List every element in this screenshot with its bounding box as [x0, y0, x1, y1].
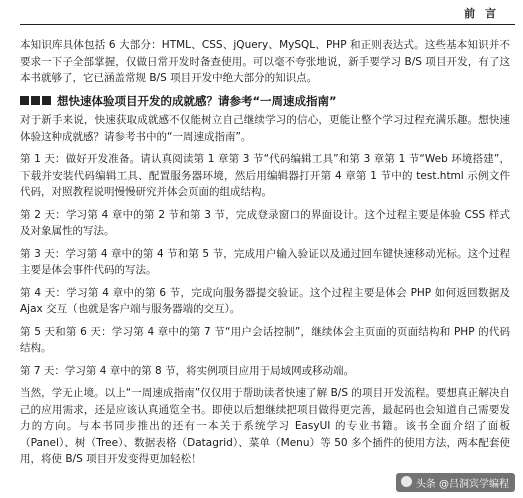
watermark — [396, 473, 515, 492]
section-lead: 对于新手来说，快速获取成就感不仅能树立自己继续学习的信心，更能让整个学习过程充满乐趣。想快速体验这种成就感？请参考书中的“一周速成指南”。 — [20, 114, 510, 143]
intro-paragraph: 本知识库具体包括 6 大部分：HTML、CSS、jQuery、MySQL、PHP 和正则表达式。这些基本知识并不要求一下子全部掌握，仅做日常开发时备查使用。可以毫不夸张地说，新手要学习 B/S 项目开发，有了这本书就够了，它已涵盖常规 B/S 项目开发中绝大部分的知识点。 — [20, 39, 510, 84]
running-header-label: 前 言 — [464, 7, 499, 20]
day-3-paragraph: 第 3 天：学习第 4 章中的第 4 节和第 5 节，完成用户输入验证以及通过回车键快速移动光标。这个过程主要是体会事件代码的写法。 — [20, 247, 510, 276]
day-5-6-paragraph: 第 5 天和第 6 天：学习第 4 章中的第 7 节“用户会话控制”，继续体会主页面的页面结构和 PHP 的代码结构。 — [20, 325, 510, 354]
day-7-paragraph: 第 7 天：学习第 4 章中的第 8 节，将实例项目应用于局域网或移动端。 — [20, 364, 355, 377]
day-2-paragraph: 第 2 天：学习第 4 章中的第 2 节和第 3 节，完成登录窗口的界面设计。这个过程主要是体验 CSS 样式及对象属性的写法。 — [20, 208, 510, 237]
avatar-icon — [401, 476, 412, 487]
section-title: 想快速体验项目开发的成就感？请参考“一周速成指南” — [57, 93, 337, 108]
page-body — [20, 37, 510, 474]
section-heading — [20, 93, 510, 110]
closing-paragraph: 当然，学无止境。以上“一周速成指南”仅仅用于帮助读者快速了解 B/S 的项目开发流程。要想真正解决自己的应用需求，还是应该认真通览全书。即使以后想继续把项目做得更完善，最起码也会知道自己需要发力的方向。与本书同步推出的还有一本关于系统学习 EasyUI 的专业书籍。该书全面介绍了面板（Panel）、树（Tree）、数据表格（Datagrid）、菜单（Menu）等 50 多个插件的使用方法，两本配套使用，将使 B/S 项目开发变得更加轻松！ — [20, 387, 510, 465]
day-4-paragraph: 第 4 天：学习第 4 章中的第 6 节，完成向服务器提交验证。这个过程主要是体会 PHP 如何返回数据及 Ajax 交互（也就是客户端与服务器端的交互）。 — [20, 286, 510, 315]
page-header — [0, 0, 523, 28]
day-1-paragraph: 第 1 天：做好开发准备。请认真阅读第 1 章第 3 节“代码编辑工具”和第 3 章第 1 节“Web 环境搭建”，下载并安装代码编辑工具、配置服务器环境，然后用编辑器打开第 4 章第 1 节中的 test.html 示例文件代码，对照教程说明慢慢研究并体会页面的组成结构。 — [20, 153, 510, 198]
heading-squares-icon — [20, 96, 51, 105]
header-rule — [20, 24, 515, 25]
watermark-text: 头条 @吕洞宾学编程 — [415, 479, 509, 490]
